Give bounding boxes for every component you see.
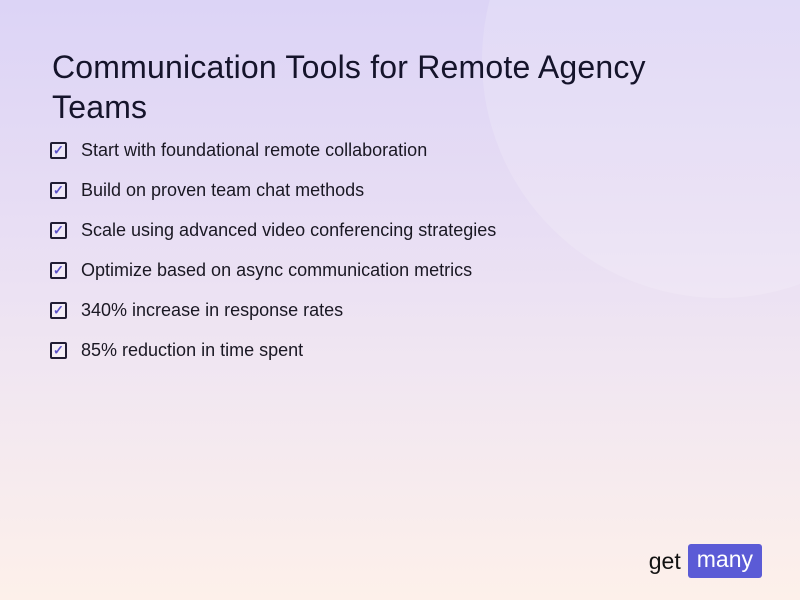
checkbox-checked-icon xyxy=(50,262,67,279)
checkbox-checked-icon xyxy=(50,342,67,359)
checklist-item xyxy=(50,130,496,170)
checklist-item xyxy=(50,330,496,370)
checklist-item-label: 85% reduction in time spent xyxy=(81,339,304,360)
logo-badge-many: many xyxy=(688,544,762,578)
checkmark-icon: ✓ xyxy=(53,262,64,277)
getmany-logo xyxy=(649,544,762,578)
checklist-item xyxy=(50,210,496,250)
checklist xyxy=(50,130,496,370)
slide-title: Communication Tools for Remote Agency Teams xyxy=(52,49,646,126)
checkmark-icon: ✓ xyxy=(53,142,64,157)
checklist-item-label: Optimize based on async communication metrics xyxy=(81,259,473,280)
checklist-item-label: 340% increase in response rates xyxy=(81,299,344,320)
checkmark-icon: ✓ xyxy=(53,342,64,357)
checkbox-checked-icon xyxy=(50,182,67,199)
checklist-item-label: Start with foundational remote collaboration xyxy=(81,139,428,160)
checkbox-checked-icon xyxy=(50,302,67,319)
logo-text-get: get xyxy=(648,547,681,574)
checkmark-icon: ✓ xyxy=(53,182,64,197)
checklist-item xyxy=(50,290,496,330)
checkmark-icon: ✓ xyxy=(53,222,64,237)
checklist-item-label: Build on proven team chat methods xyxy=(81,179,365,200)
checkmark-icon: ✓ xyxy=(53,302,64,317)
checkbox-checked-icon xyxy=(50,142,67,159)
background-circle-decoration xyxy=(482,0,800,298)
checklist-item xyxy=(50,170,496,210)
checkbox-checked-icon xyxy=(50,222,67,239)
checklist-item xyxy=(50,250,496,290)
checklist-item-label: Scale using advanced video conferencing strategies xyxy=(81,219,497,240)
